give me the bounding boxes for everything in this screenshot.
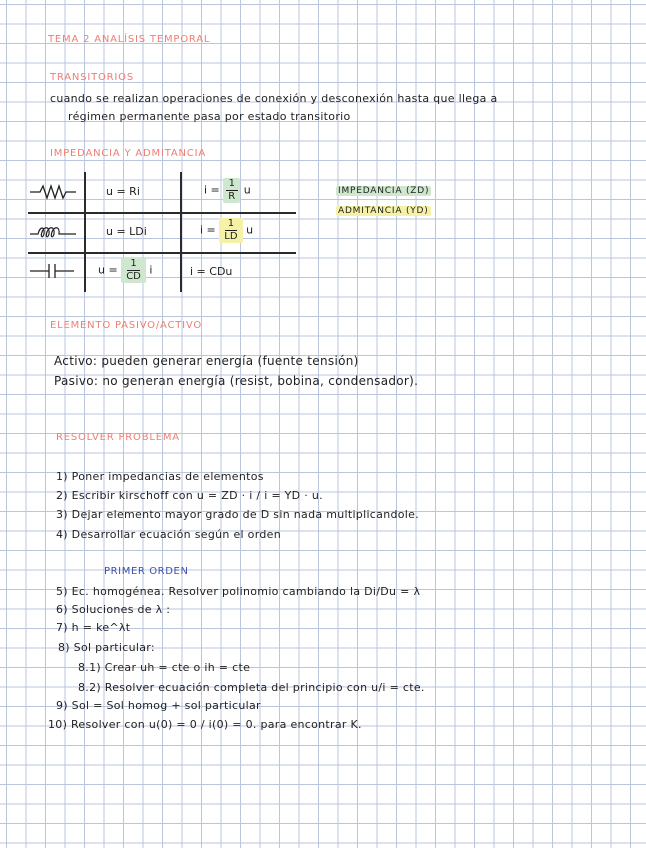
row1-u-formula: u = Ri	[106, 185, 140, 198]
legend-impedancia: IMPEDANCIA (ZD)	[338, 186, 430, 196]
resolver-step-4: 4) Desarrollar ecuación según el orden	[56, 528, 281, 541]
resolver-step-3: 3) Dejar elemento mayor grado de D sin nada multiplicandole.	[56, 508, 419, 521]
inductor-icon	[30, 224, 76, 240]
transitorios-line-2: régimen permanente pasa por estado transitorio	[68, 110, 351, 123]
elemento-pasivo: Pasivo: no generan energía (resist, bobina, condensador).	[54, 374, 419, 388]
impedance-table	[28, 172, 308, 296]
row2-i-formula: i = $\frac{1}{LD}$ u	[200, 218, 254, 242]
resolver-step-2: 2) Escribir kirschoff con u = ZD · i / i = YD · u.	[56, 489, 323, 502]
resistor-icon	[30, 184, 76, 200]
capacitor-icon	[30, 262, 76, 280]
orden-step-7: 7) h = ke^λt	[56, 621, 131, 634]
heading-impedancia: IMPEDANCIA Y ADMITANCIA	[50, 148, 206, 159]
row3-i-formula: i = CDu	[190, 265, 233, 278]
orden-step-9: 9) Sol = Sol homog + sol particular	[56, 699, 261, 712]
orden-step-6: 6) Soluciones de λ :	[56, 603, 171, 616]
orden-step-10: 10) Resolver con u(0) = 0 / i(0) = 0. para encontrar K.	[48, 718, 362, 731]
page-title: TEMA 2 ANALÍSIS TEMPORAL	[48, 34, 211, 45]
row1-i-formula: i = $\frac{1}{R}$ u	[204, 178, 251, 202]
heading-resolver: RESOLVER PROBLEMA	[56, 432, 180, 443]
orden-step-8-2: 8.2) Resolver ecuación completa del principio con u/i = cte.	[78, 681, 425, 694]
transitorios-line-1: cuando se realizan operaciones de conexión y desconexión hasta que llega a	[50, 92, 498, 105]
legend-admitancia: ADMITANCIA (YD)	[338, 206, 429, 216]
orden-step-8-1: 8.1) Crear uh = cte o ih = cte	[78, 661, 251, 674]
row3-u-formula: u = $\frac{1}{CD}$ i	[98, 258, 153, 282]
orden-step-5: 5) Ec. homogénea. Resolver polinomio cambiando la Di/Du = λ	[56, 585, 421, 598]
row2-u-formula: u = LDi	[106, 225, 147, 238]
resolver-step-1: 1) Poner impedancias de elementos	[56, 470, 264, 483]
heading-transitorios: TRANSITORIOS	[50, 72, 134, 83]
elemento-activo: Activo: pueden generar energía (fuente tensión)	[54, 354, 359, 368]
orden-step-8: 8) Sol particular:	[58, 641, 155, 654]
heading-elemento: ELEMENTO PASIVO/ACTIVO	[50, 320, 203, 331]
heading-primer-orden: PRIMER ORDEN	[104, 566, 189, 577]
